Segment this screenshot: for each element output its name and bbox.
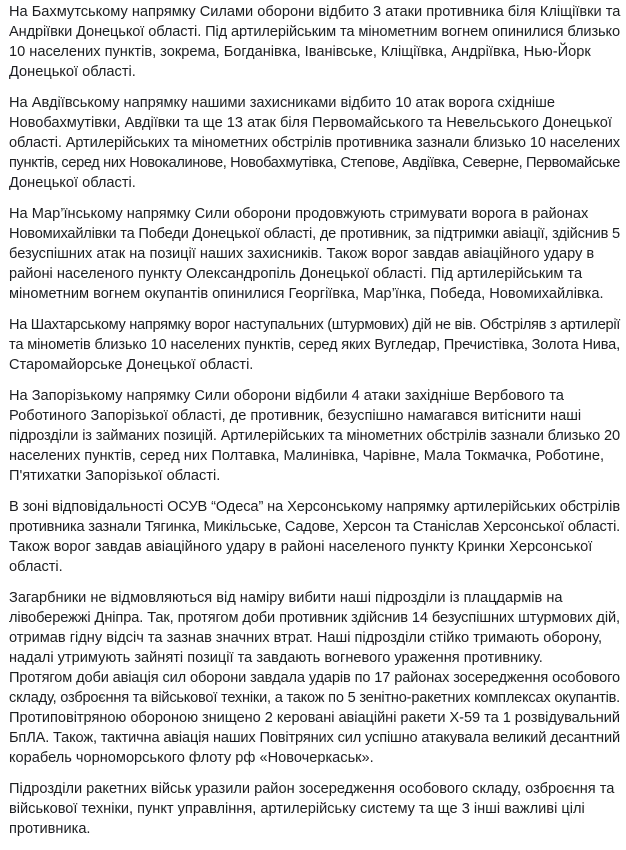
text-line: Новомихайлівки та Победи Донецької області, де противник, за підтримки авіації, здійснив 5 xyxy=(9,226,620,242)
paragraph-odesa-kherson xyxy=(9,497,621,577)
paragraph-marinka xyxy=(9,204,621,304)
paragraph-bakhmut xyxy=(9,2,621,82)
paragraph-shakhtarsk xyxy=(9,315,621,375)
text-line: корабель чорноморського флоту рф «Новочеркаськ». xyxy=(9,750,374,766)
text-line: На Бахмутському напрямку Силами оборони відбито 3 атаки противника біля Кліщіївки та xyxy=(9,4,621,20)
paragraph-missile-troops xyxy=(9,779,621,839)
text-line: противника зазнали Тягинка, Микільське, Садове, Херсон та Станіслав Херсонської області. xyxy=(9,519,620,535)
text-line: безуспішних атак на позиції наших захисників. Також ворог завдав авіаційного удару в xyxy=(9,246,595,262)
text-line: мінометним вогнем окупантів опинилися Георгіївка, Мар’їнка, Победа, Новомихайлівка. xyxy=(9,286,604,302)
text-line: лівобережжі Дніпра. Так, протягом доби противник здійснив 14 безуспішних штурмових дій, xyxy=(9,610,620,626)
text-line: На Мар’їнському напрямку Сили оборони продовжують стримувати ворога в районах xyxy=(9,206,589,222)
text-line: Донецької області. xyxy=(9,64,136,80)
text-line: складу, озброєння та військової техніки, а також по 5 зенітно-ракетних комплексах окупантів. xyxy=(9,690,621,706)
text-line: Старомайорське Донецької області. xyxy=(9,357,254,373)
text-line: П'ятихатки Запорізької області. xyxy=(9,468,221,484)
text-line: Також ворог завдав авіаційного удару в районі населеного пункту Кринки Херсонської xyxy=(9,539,593,555)
text-line: районі населеного пункту Олександропіль Донецької області. Під артилерійським та xyxy=(9,266,583,282)
text-line: Загарбники не відмовляються від наміру вибити наші підрозділи із плацдармів на xyxy=(9,590,563,606)
text-line: Протягом доби авіація сил оборони завдала ударів по 17 районах зосередження особового xyxy=(9,670,620,686)
text-line: та мінометів близько 10 населених пунктів, серед яких Вугледар, Пречистівка, Золота Нива, xyxy=(9,337,620,353)
text-line: отримав гідну відсіч та зазнав значних втрат. Наші підрозділи стійко тримають оборону, xyxy=(9,630,603,646)
text-line: БпЛА. Також, тактична авіація наших Повітряних сил успішно атакувала великий десантний xyxy=(9,730,620,746)
text-line: На Шахтарському напрямку ворог наступальних (штурмових) дій не вів. Обстріляв з артилерії xyxy=(9,317,621,333)
text-line: Донецької області. xyxy=(9,175,136,191)
text-line: військової техніки, пункт управління, артилерійську систему та ще 3 інші важливі цілі xyxy=(9,801,585,817)
text-line: Новобахмутівки, Авдіївки та ще 13 атак біля Первомайського та Невельського Донецької xyxy=(9,115,612,131)
text-line: Підрозділи ракетних військ уразили район зосередження особового складу, озброєння та xyxy=(9,781,615,797)
text-line: На Авдіївському напрямку нашими захисниками відбито 10 атак ворога східніше xyxy=(9,95,555,111)
text-line: В зоні відповідальності ОСУВ “Одеса” на Херсонському напрямку артилерійських обстрілів xyxy=(9,499,620,515)
text-line: Андріївки Донецької області. Під артилерійським та мінометним вогнем опинилися близько xyxy=(9,24,621,40)
paragraph-zaporizhzhia xyxy=(9,386,621,486)
text-line: противника. xyxy=(9,821,91,837)
post-body xyxy=(9,2,621,850)
text-line: 10 населених пунктів, зокрема, Богданівка, Іванівське, Кліщіївка, Андріївка, Нью-Йорк xyxy=(9,44,591,60)
text-line: надалі утримують зайняті позиції та завдають вогневого ураження противнику. xyxy=(9,650,543,666)
text-line: області. xyxy=(9,559,63,575)
paragraph-dnipro-left-bank xyxy=(9,588,621,768)
paragraph-avdiivka xyxy=(9,93,621,193)
text-line: області. Артилерійських та мінометних обстрілів противника зазнали близько 10 населених xyxy=(9,135,620,151)
text-line: Протиповітряною обороною знищено 2 керовані авіаційні ракети Х-59 та 1 розвідувальний xyxy=(9,710,621,726)
text-line: пунктів, серед них Новокалинове, Новобахмутівка, Степове, Авдіївка, Северне, Первомайське xyxy=(9,155,620,171)
text-line: підрозділи із займаних позицій. Артилерійських та мінометних обстрілів зазнали близько 20 xyxy=(9,428,621,444)
text-line: Роботиного Запорізької області, де противник, безуспішно намагався витіснити наші xyxy=(9,408,582,424)
text-line: На Запорізькому напрямку Сили оборони відбили 4 атаки західніше Вербового та xyxy=(9,388,564,404)
text-line: населених пунктів, серед них Полтавка, Малинівка, Чарівне, Мала Токмачка, Роботине, xyxy=(9,448,604,464)
